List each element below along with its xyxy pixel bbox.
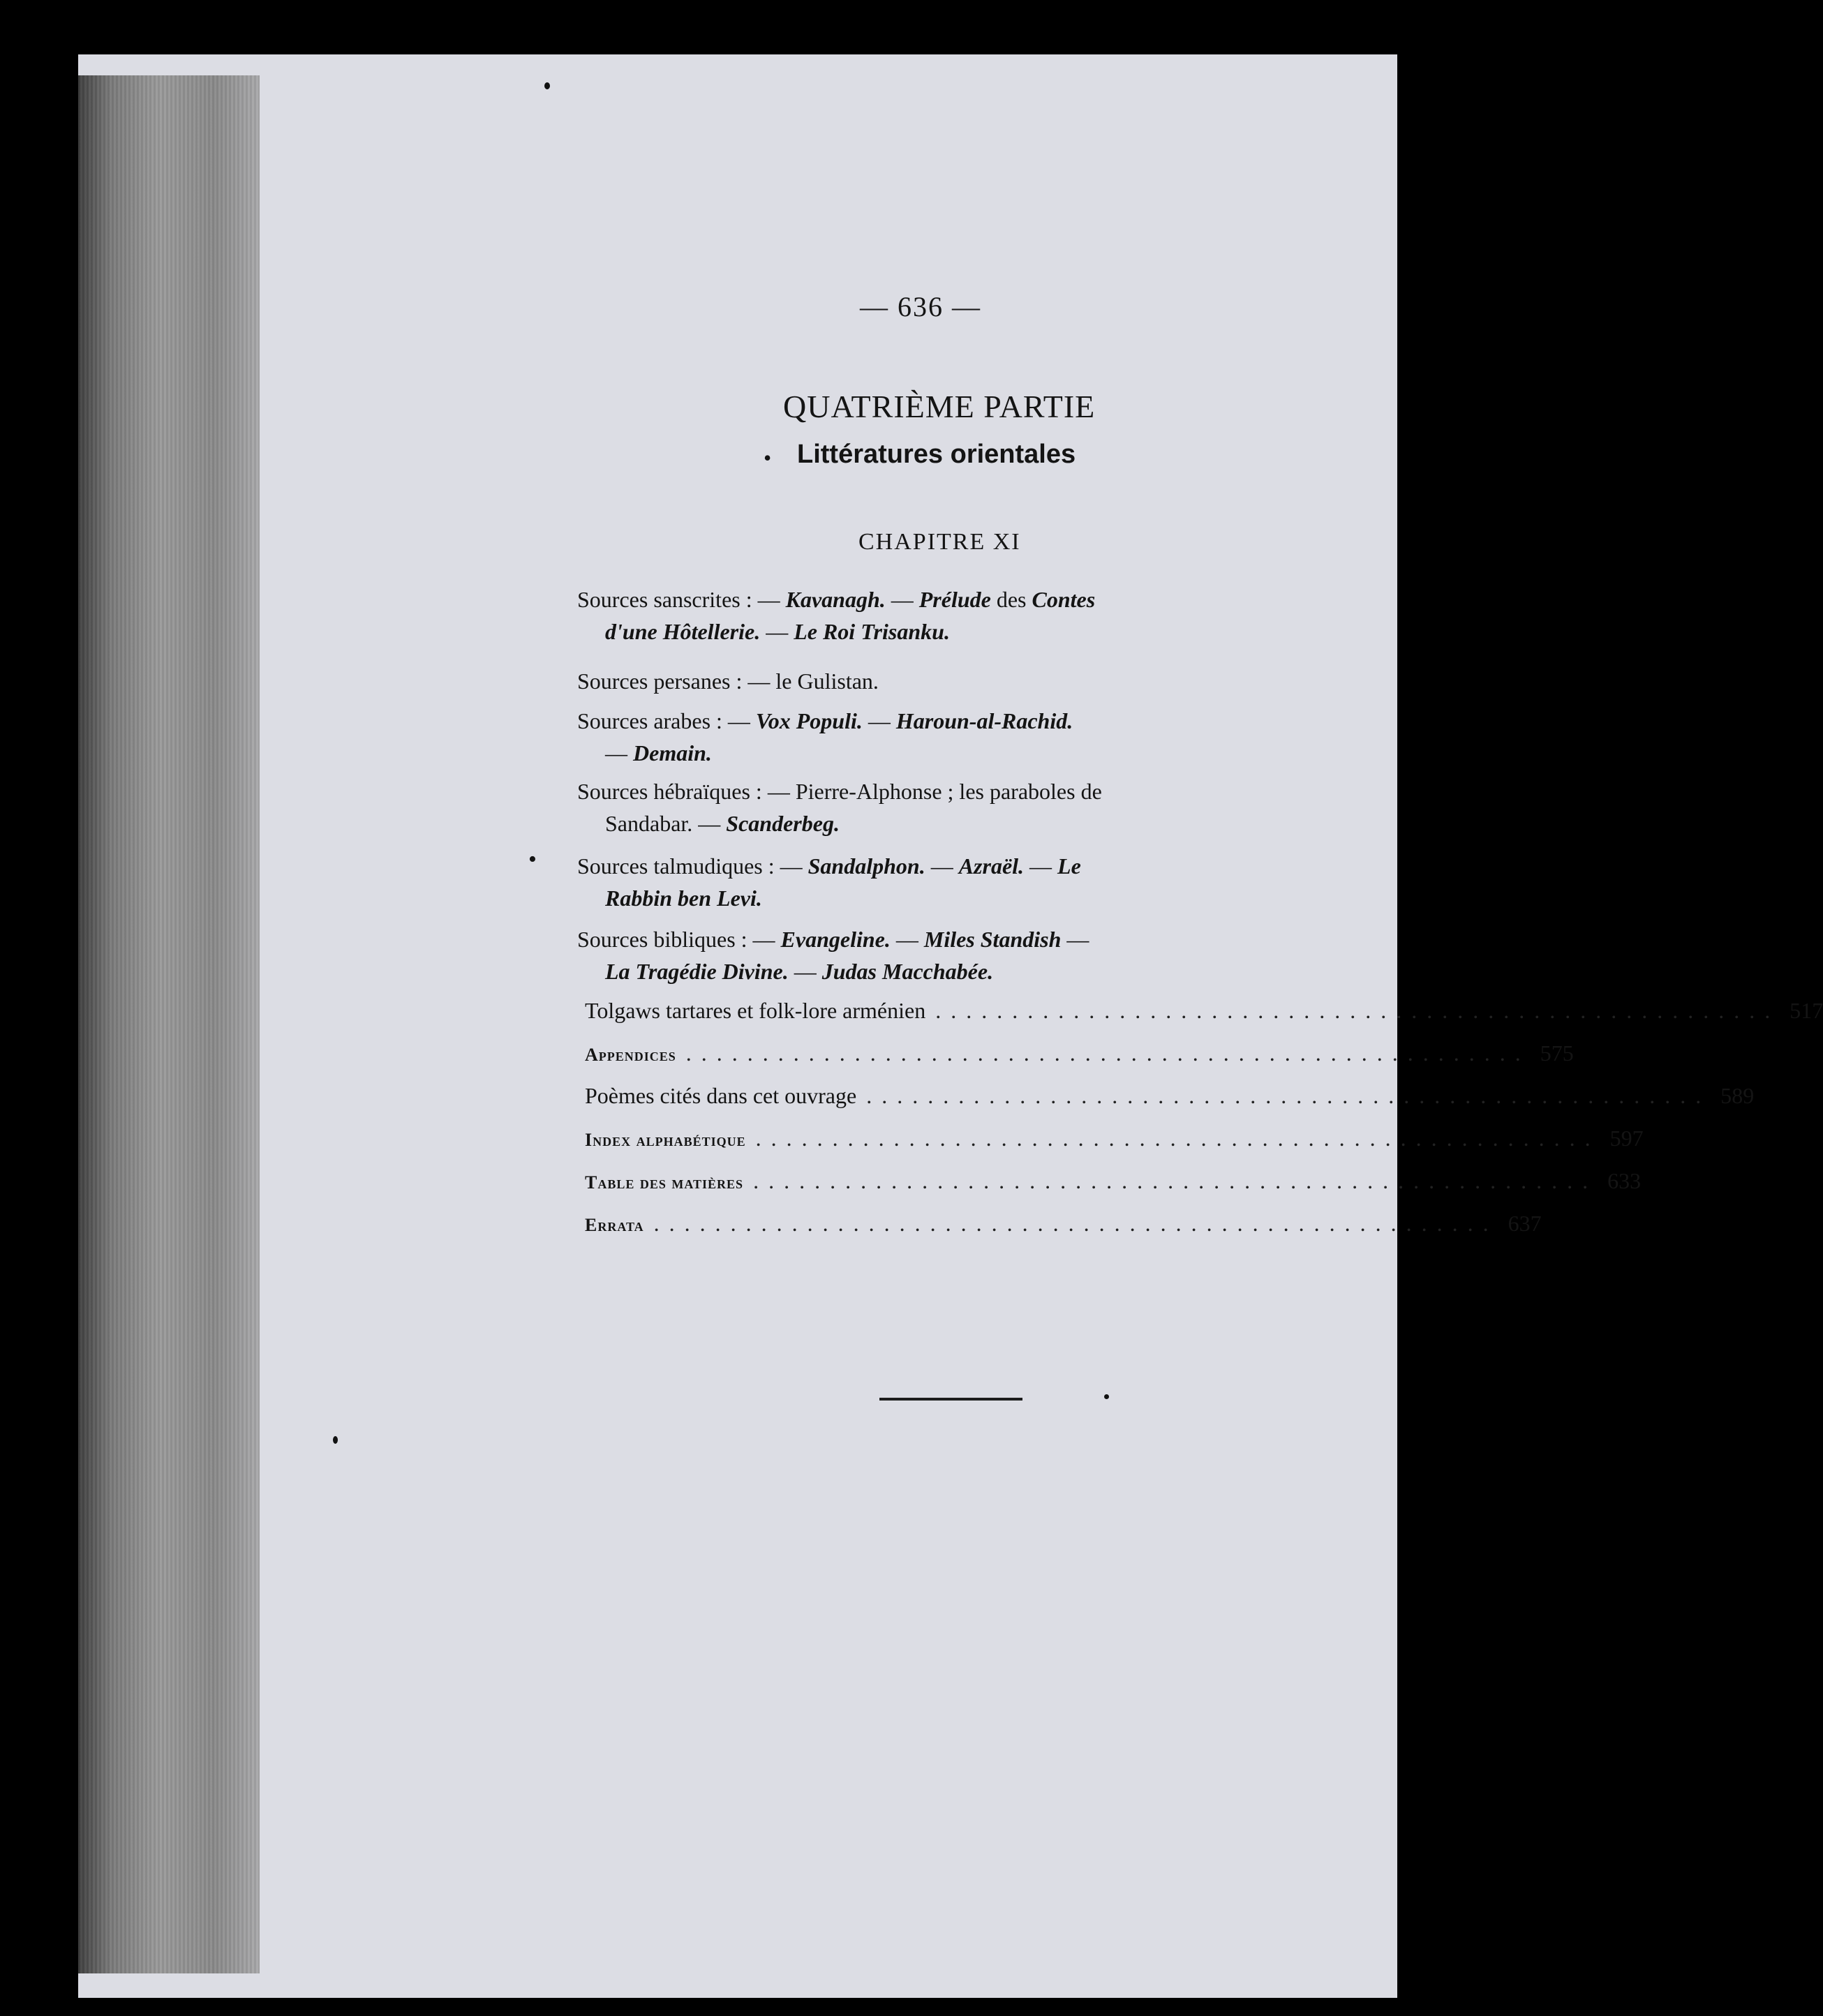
page-number: — 636 — [860,291,981,322]
scan-speck [544,82,550,89]
entry-work: Azraël. [958,853,1025,879]
page-content [78,54,1823,1998]
entry-work: Judas Macchabée. [821,959,994,984]
entry-work: Demain. [633,740,712,766]
entry-lead: Sources bibliques : — [577,927,781,952]
toc-row [585,1211,1542,1243]
toc-page: 575 [1540,1040,1574,1066]
entry-work: Miles Standish [923,927,1062,952]
toc-row [585,1040,1574,1073]
entry-sep: — [760,619,794,644]
entry-work: Sandalphon. [808,853,925,879]
entry-sep: — [890,927,924,952]
toc-label: Errata [585,1215,644,1235]
scan-speck [1104,1394,1109,1399]
entry-lead: Sources arabes : — [577,708,756,733]
toc-leader: ....................................................... [755,1126,1600,1151]
toc-label: Tolgaws tartares et folk-lore arménien [585,998,926,1023]
toc-leader: ....................................................... [753,1168,1598,1193]
toc-label: Index alphabétique [585,1130,746,1150]
entry-work: Le [1057,853,1081,879]
toc-label: Poèmes cités dans cet ouvrage [585,1083,857,1108]
entry-work: Evangeline. [780,927,891,952]
entry-work: Contes [1032,587,1096,612]
source-entry [577,705,1240,769]
entry-work: Scanderbeg. [726,811,840,836]
entry-work: Vox Populi. [755,708,863,733]
entry-sep: — [925,853,959,879]
toc-row [585,1126,1644,1158]
toc-page: 633 [1607,1168,1642,1193]
entry-work: Rabbin ben Levi. [605,886,762,911]
margin-bullet: • [528,846,537,872]
source-entry [577,665,1240,697]
toc-leader: ....................................................... [935,998,1780,1023]
toc-row [585,1168,1642,1200]
toc-page: 597 [1609,1126,1644,1151]
toc-leader: ....................................................... [653,1211,1498,1236]
toc-page: 637 [1508,1211,1542,1236]
part-subtitle: Littératures orientales [797,440,1076,469]
closing-rule [879,1398,1022,1401]
source-entry [577,775,1240,839]
entry-work: La Tragédie Divine. [605,959,789,984]
toc-page: 589 [1720,1083,1755,1108]
source-entry [577,850,1240,914]
scan-speck [333,1436,338,1444]
entry-sep: Sandabar. — [605,811,727,836]
entry-sep: — [885,587,919,612]
entry-sep: — [862,708,896,733]
scanned-page [78,54,1823,1998]
source-entry [577,583,1240,648]
toc-row [585,1083,1755,1115]
entry-work: Le Roi Trisanku. [794,619,950,644]
entry-sep: des [990,587,1032,612]
entry-sep: — [605,740,633,766]
chapter-heading: CHAPITRE XI [858,529,1021,555]
toc-label: Table des matières [585,1172,744,1193]
toc-leader: ....................................................... [685,1040,1531,1066]
entry-work: d'une Hôtellerie. [605,619,761,644]
entry-sep: — [1024,853,1058,879]
entry-work: Kavanagh. [785,587,886,612]
part-title: QUATRIÈME PARTIE [783,389,1096,424]
toc-row [585,998,1823,1030]
entry-sep: — [1061,927,1089,952]
entry-sep: — [788,959,822,984]
entry-lead: Sources persanes : — le Gulistan. [577,669,879,694]
entry-lead: Sources sanscrites : — [577,587,786,612]
toc-page: 517 [1789,998,1823,1023]
entry-lead: Sources talmudiques : — [577,853,808,879]
toc-label: Appendices [585,1045,676,1065]
source-entry [577,923,1240,987]
entry-work: Haroun-al-Rachid. [895,708,1073,733]
entry-work: Prélude [918,587,991,612]
entry-lead: Sources hébraïques : — Pierre-Alphonse ; les paraboles de [577,779,1102,804]
toc-leader: ....................................................... [866,1083,1711,1108]
bullet-mark: • [764,445,772,470]
